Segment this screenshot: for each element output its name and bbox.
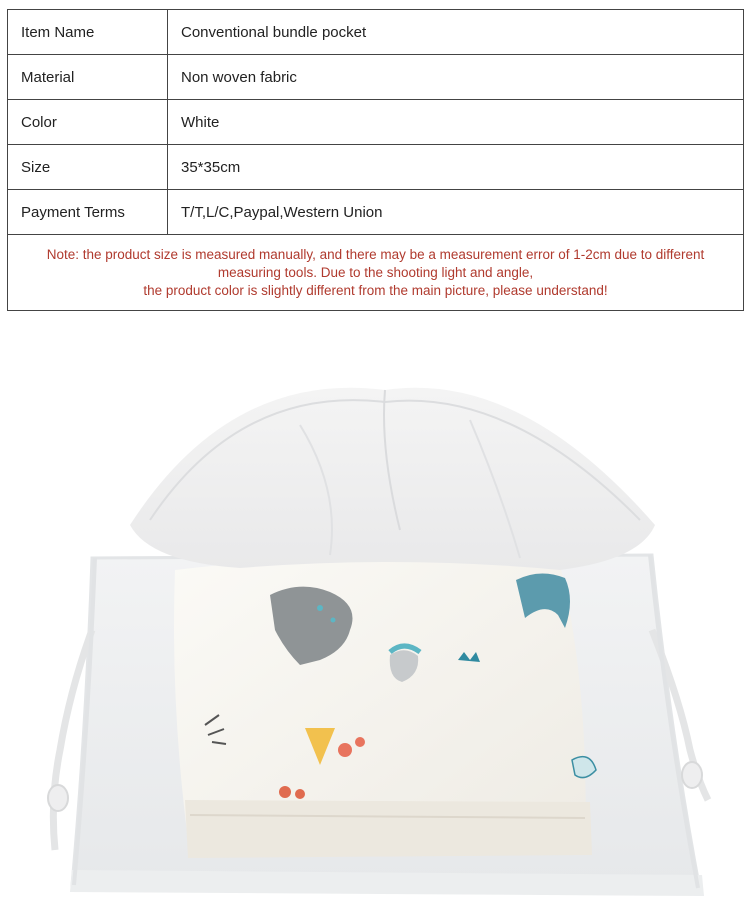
note-line: the product color is slightly different from the main picture, please understand! <box>143 282 608 298</box>
product-photo <box>0 330 750 924</box>
note-row <box>8 235 744 311</box>
spec-value: Conventional bundle pocket <box>168 10 744 55</box>
spec-value: 35*35cm <box>168 145 744 190</box>
spec-row-color <box>8 100 744 145</box>
note-cell <box>8 235 744 311</box>
spec-row-material <box>8 55 744 100</box>
spec-row-item-name <box>8 10 744 55</box>
spec-key: Item Name <box>8 10 168 55</box>
spec-key: Size <box>8 145 168 190</box>
spec-key: Material <box>8 55 168 100</box>
spec-value: Non woven fabric <box>168 55 744 100</box>
spec-row-payment-terms <box>8 190 744 235</box>
spec-key: Payment Terms <box>8 190 168 235</box>
note-line: Note: the product size is measured manually, and there may be a measurement error of 1-2cm due to different <box>46 246 705 262</box>
drawstring-bag-illustration <box>0 330 750 924</box>
note-line: measuring tools. Due to the shooting light and angle, <box>217 264 534 280</box>
spec-value: T/T,L/C,Paypal,Western Union <box>168 190 744 235</box>
spec-value: White <box>168 100 744 145</box>
spec-row-size <box>8 145 744 190</box>
spec-table <box>7 9 744 311</box>
spec-key: Color <box>8 100 168 145</box>
